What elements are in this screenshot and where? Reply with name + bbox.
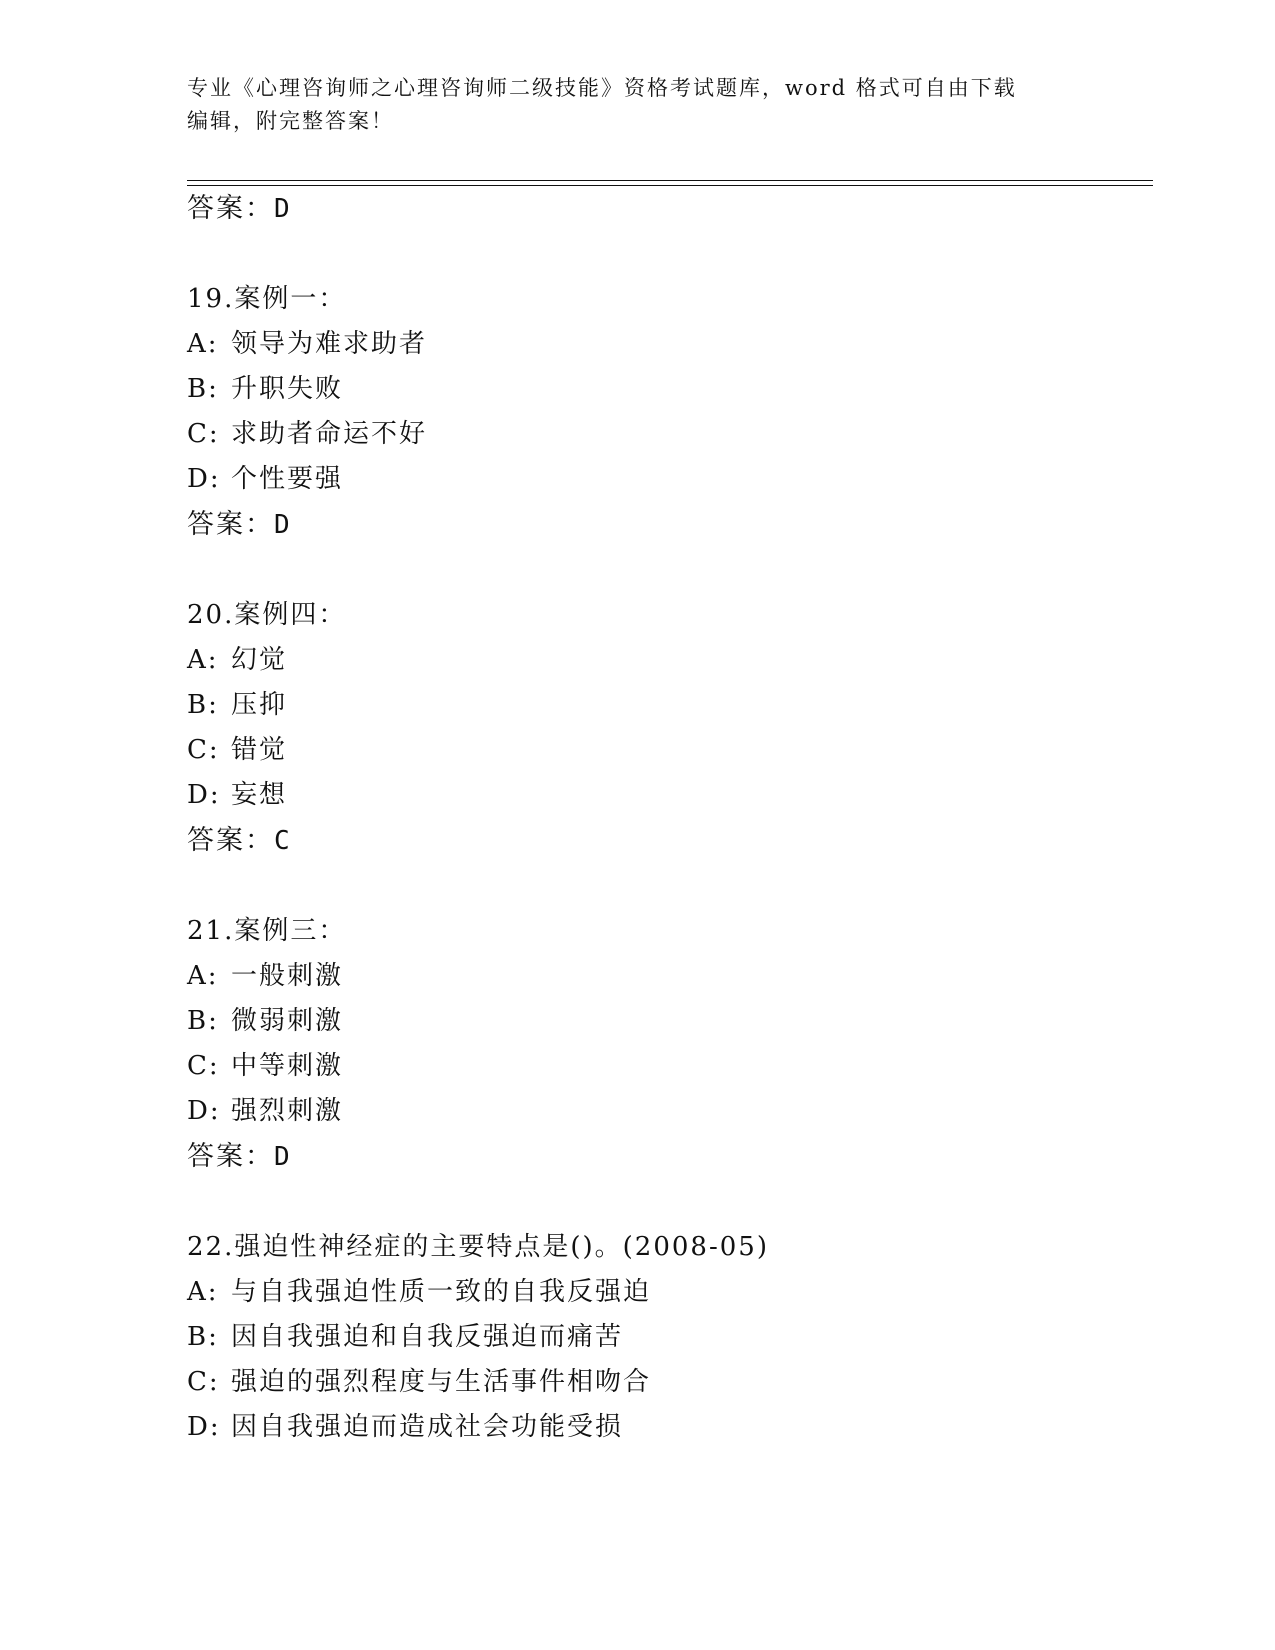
question-option xyxy=(187,461,343,497)
header-divider-top xyxy=(187,180,1153,181)
question-option xyxy=(187,1274,651,1310)
option-letter: A: xyxy=(187,329,219,359)
option-letter: C: xyxy=(187,735,220,765)
question-option xyxy=(187,326,427,362)
question-option xyxy=(187,1409,623,1445)
option-letter: D: xyxy=(187,1096,221,1126)
question-option xyxy=(187,1048,343,1084)
answer-value: C xyxy=(274,826,292,856)
answer-line xyxy=(187,822,292,859)
option-letter: B: xyxy=(187,1322,219,1352)
option-text: 强烈刺激 xyxy=(231,1096,344,1126)
option-letter: C: xyxy=(187,1051,220,1081)
question-option xyxy=(187,371,343,407)
question-title: 20.案例四： xyxy=(187,600,347,630)
option-text: 压抑 xyxy=(231,690,288,720)
option-letter: B: xyxy=(187,690,219,720)
question-option xyxy=(187,1319,623,1355)
answer-line xyxy=(187,506,292,543)
question-title: 21.案例三： xyxy=(187,916,347,946)
question-option xyxy=(187,1364,651,1400)
option-letter: C: xyxy=(187,419,220,449)
answer-label: 答案： xyxy=(187,509,274,539)
question-title: 19.案例一： xyxy=(187,284,347,314)
option-text: 中等刺激 xyxy=(231,1051,344,1081)
option-text: 微弱刺激 xyxy=(231,1006,344,1036)
option-text: 个性要强 xyxy=(231,464,344,494)
answer-label: 答案： xyxy=(187,193,274,223)
option-text: 升职失败 xyxy=(231,374,344,404)
option-letter: B: xyxy=(187,1006,219,1036)
option-text: 错觉 xyxy=(231,735,288,765)
question-option xyxy=(187,416,427,452)
answer-label: 答案： xyxy=(187,1141,274,1171)
option-text: 因自我强迫和自我反强迫而痛苦 xyxy=(231,1322,624,1352)
option-text: 一般刺激 xyxy=(231,961,344,991)
option-text: 与自我强迫性质一致的自我反强迫 xyxy=(231,1277,652,1307)
option-letter: D: xyxy=(187,464,221,494)
option-text: 妄想 xyxy=(231,780,288,810)
answer-value: D xyxy=(274,510,292,540)
option-text: 因自我强迫而造成社会功能受损 xyxy=(231,1412,624,1442)
header-line-1: 专业《心理咨询师之心理咨询师二级技能》资格考试题库，word 格式可自由下载 xyxy=(187,76,1017,100)
question-option xyxy=(187,642,287,678)
question-option xyxy=(187,732,287,768)
question-option xyxy=(187,958,343,994)
option-letter: B: xyxy=(187,374,219,404)
option-letter: A: xyxy=(187,961,219,991)
document-header xyxy=(187,72,1087,138)
answer-line xyxy=(187,1138,292,1175)
option-letter: A: xyxy=(187,645,219,675)
option-text: 求助者命运不好 xyxy=(231,419,428,449)
question-title: 22.强迫性神经症的主要特点是()。(2008-05) xyxy=(187,1232,769,1262)
answer-value: D xyxy=(274,194,292,224)
option-letter: C: xyxy=(187,1367,220,1397)
option-letter: D: xyxy=(187,1412,221,1442)
answer-line xyxy=(187,190,292,227)
option-text: 幻觉 xyxy=(231,645,288,675)
answer-value: D xyxy=(274,1142,292,1172)
option-letter: D: xyxy=(187,780,221,810)
header-divider-bottom xyxy=(187,185,1153,186)
question-option xyxy=(187,1093,343,1129)
question-option xyxy=(187,1003,343,1039)
answer-label: 答案： xyxy=(187,825,274,855)
option-text: 领导为难求助者 xyxy=(231,329,428,359)
header-line-2: 编辑，附完整答案！ xyxy=(187,109,394,133)
option-letter: A: xyxy=(187,1277,219,1307)
question-option xyxy=(187,777,287,813)
question-option xyxy=(187,687,287,723)
option-text: 强迫的强烈程度与生活事件相吻合 xyxy=(231,1367,652,1397)
